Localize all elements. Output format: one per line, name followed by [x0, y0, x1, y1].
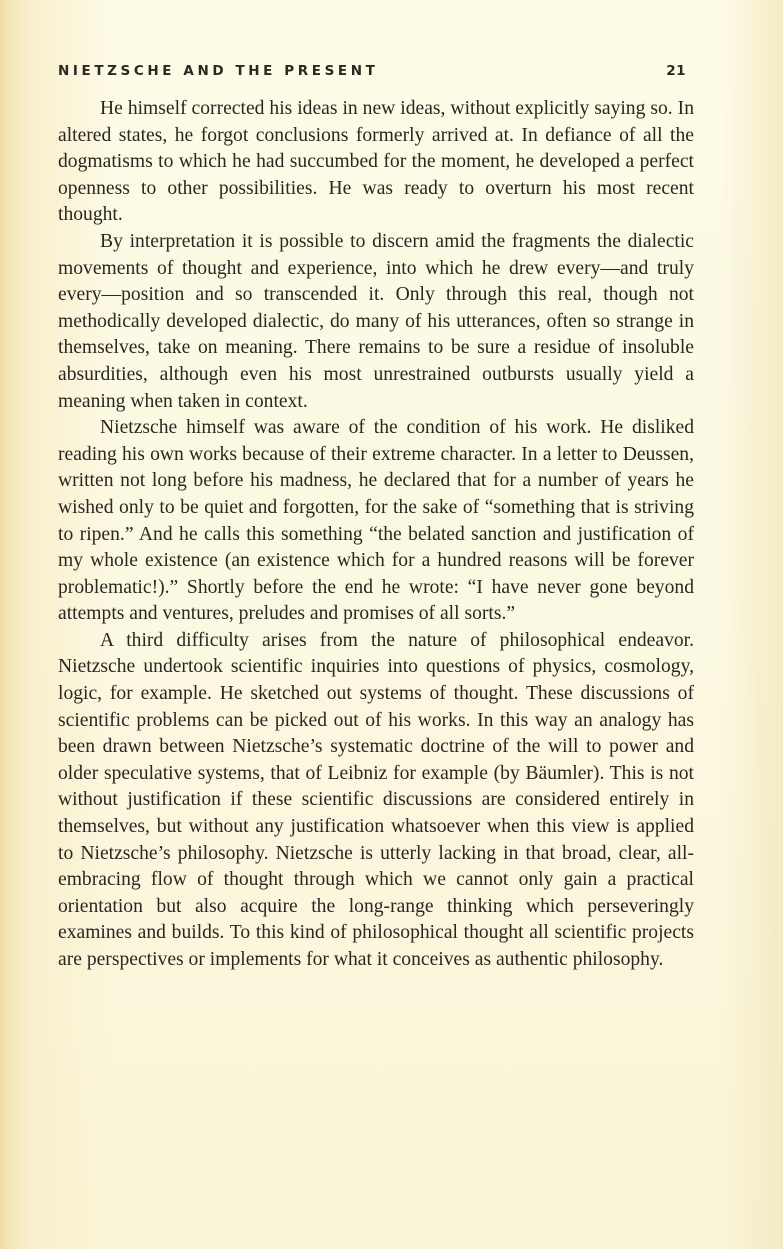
- page-number: 21: [666, 63, 686, 79]
- paragraph-3: Nietzsche himself was aware of the condition of his work. He disliked reading his own works because of their extreme character. In a letter to Deussen, written not long before his madness, he declared that for a number of years he wished only to be quiet and forgotten, for the sake of “something that is striving to ripen.” And he calls this something “the belated sanction and justification of my whole existence (an existence which for a hundred reasons will be forever problematic!).” Shortly before the end he wrote: “I have never gone beyond attempts and ventures, preludes and promises of all sorts.”: [58, 417, 694, 625]
- paragraph-2: By interpretation it is possible to discern amid the fragments the dialectic movements of thought and experience, into which he drew every—and truly every—position and so transcended it. Only through this real, though not methodically developed dialectic, do many of his utterances, often so strange in themselves, take on meaning. There remains to be sure a residue of insoluble absurdities, although even his most unrestrained outbursts usually yield a meaning when taken in context.: [58, 230, 694, 412]
- paragraph-4: A third difficulty arises from the nature of philosophical endeavor. Nietzsche undertook scientific inquiries into questions of physics, cosmology, logic, for example. He sketched out systems of thought. These discussions of scientific problems can be picked out of his works. In this way an analogy has been drawn between Nietzsche’s systematic doctrine of the will to power and older speculative systems, that of Leibniz for example (by Bäumler). This is not without justification if these scientific discussions are considered entirely in themselves, but without any justification whatsoever when this view is applied to Nietzsche’s philosophy. Nietzsche is utterly lacking in that broad, clear, all-embracing flow of thought through which we cannot only gain a practical orientation but also acquire the long-range thinking which perseveringly examines and builds. To this kind of philosophical thought all scientific projects are perspectives or implements for what it conceives as authentic philosophy.: [58, 629, 694, 970]
- body-text: [58, 96, 694, 974]
- running-head: [58, 63, 694, 83]
- running-title: NIETZSCHE AND THE PRESENT: [58, 63, 379, 79]
- paragraph-1: He himself corrected his ideas in new ideas, without explicitly saying so. In altered states, he forgot conclusions formerly arrived at. In defiance of all the dogmatisms to which he had succumbed for the moment, he developed a perfect openness to other possibilities. He was ready to overturn his most recent thought.: [58, 98, 694, 226]
